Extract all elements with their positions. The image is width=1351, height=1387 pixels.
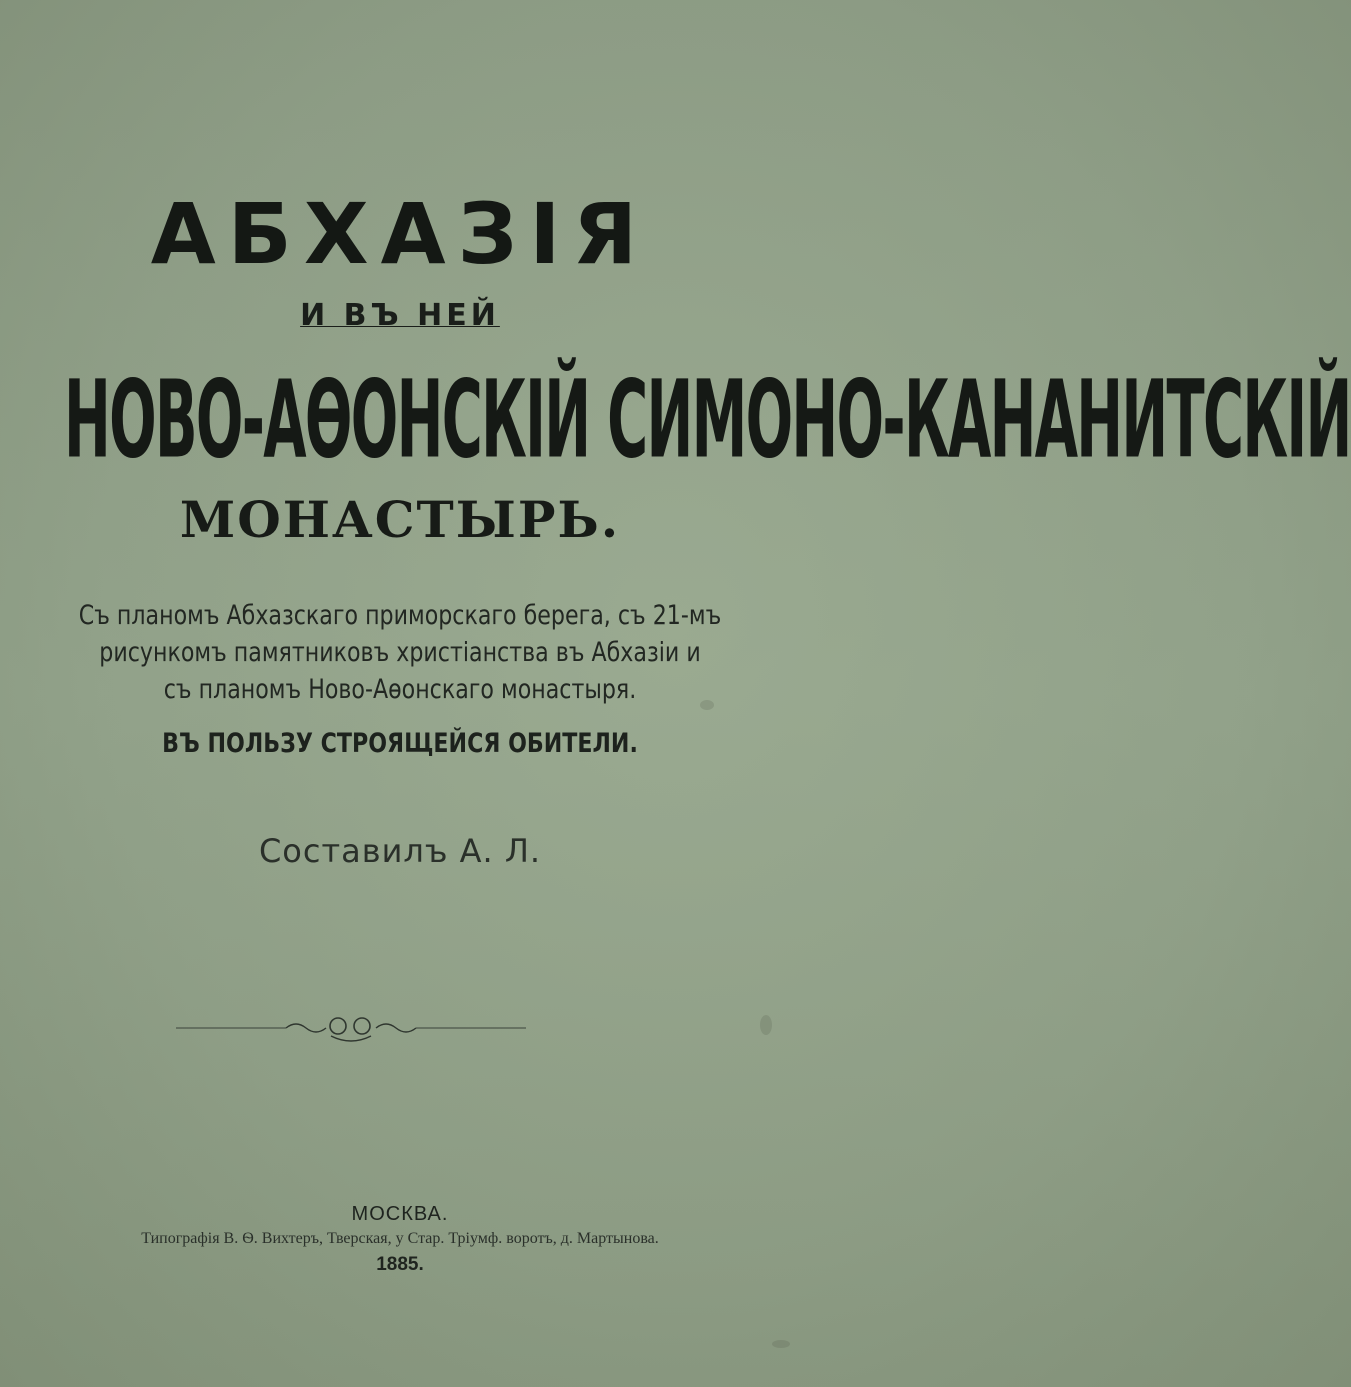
benefit-note: ВЪ ПОЛЬЗУ СТРОЯЩЕЙСЯ ОБИТЕЛИ. [162,728,638,759]
book-title: АБХАЗІЯ [150,185,650,283]
publication-city: МОСКВА. [351,1203,449,1225]
printer-line: Типографія В. Ѳ. Вихтеръ, Тверская, у Стар. Тріумф. воротъ, д. Мартынова. [141,1230,659,1247]
description-line: рисункомъ памятниковъ христіанства въ Абхазіи и [99,637,701,668]
paper-stain [760,1015,772,1035]
book-subtitle: И ВЪ НЕЙ [300,298,500,333]
monastery-name: НОВО-АѲОНСКІЙ СИМОНО-КАНАНИТСКІЙ [64,358,1351,483]
publication-year: 1885. [376,1254,424,1275]
description-line: съ планомъ Ново-Аѳонскаго монастыря. [163,674,637,705]
ornament-divider [176,1008,526,1048]
monastery-word: МОНАСТЫРЬ. [179,490,621,549]
paper-stain [772,1340,790,1348]
description-line: Съ планомъ Абхазскаго приморскаго берега, съ 21-мъ [78,600,722,631]
author-credit: Составилъ А. Л. [258,832,542,870]
